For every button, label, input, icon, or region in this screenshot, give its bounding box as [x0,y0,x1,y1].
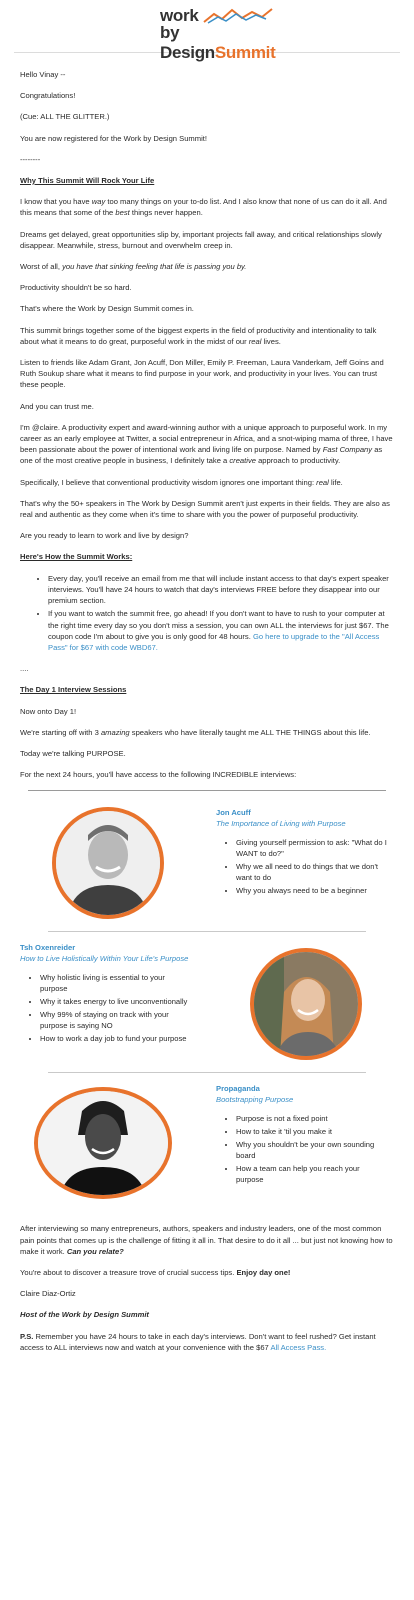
speaker-bullet: • Why 99% of staying on track with your purpose is saying NO [40,1009,190,1031]
speaker-info-tsh-oxenreider [20,942,190,1046]
speaker-bullet: • How to work a day job to fund your purpose [40,1033,190,1044]
speaker-bullets [216,837,388,896]
speaker-topic: The Importance of Living with Purpose [216,819,346,829]
day1-intro: We're starting off with 3 amazing speakers who have literally taught me ALL THE THINGS about this life. [20,727,371,737]
how-item-all-access: • If you want to watch the summit free, go ahead! If you don't want to have to rush to your computer at the right time every day so you don't miss a session, you can own ALL the interviews for just $67. The coupon code I'm about to give you is only good for 48 hours. Go here to upgrade to the "All Access Pass" for $67 with code WBD67. [48,608,394,653]
congrats-line: Congratulations! [20,91,76,101]
portrait-man-dreadlocks-icon [38,1091,168,1195]
paragraph-worst: Worst of all, you have that sinking feeling that life is passing you by. [20,262,247,272]
paragraph-speakers-list: Listen to friends like Adam Grant, Jon Acuff, Don Miller, Emily P. Freeman, Laura Vanderkam, Jeff Goins and Ruth Soukup share what it means to find purpose in your work, and productivity in your lives. You can trust these people. [20,358,384,390]
why-heading: Why This Summit Will Rock Your Life [20,176,155,186]
upgrade-link[interactable]: Go here to upgrade to the "All Access Pass" for $67 with code WBD67. [48,631,380,652]
paragraph-trust: And you can trust me. [20,401,94,411]
portrait-man-icon [56,811,160,915]
cue-line: (Cue: ALL THE GLITTER.) [20,112,110,122]
divider-text: -------- [20,154,41,164]
paragraph-productivity: Productivity shouldn't be so hard. [20,283,132,293]
logo-peaks-icon [202,8,274,24]
speaker-bullet: • How to take it 'til you make it [236,1126,388,1137]
logo-word-work: work [160,6,199,25]
paragraph-summit-intro: That's where the Work by Design Summit comes in. [20,304,194,314]
day1-now: Now onto Day 1! [20,706,77,716]
speaker-bullet: • Purpose is not a fixed point [236,1113,388,1124]
logo-word-summit: Summit [214,43,276,62]
speaker-info-propaganda [216,1083,388,1187]
speaker-bullet: • Why we all need to do things that we don't want to do [236,861,388,883]
speaker-bullets [216,1113,388,1185]
how-item-daily-email: • Every day, you'll receive an email from me that will include instant access to that day's expert speaker interviews. You'll have 24 hours to watch that day's interviews FREE before they disappear into our premium section. [48,573,394,607]
speaker-photo-tsh-oxenreider [250,948,362,1060]
speaker-divider [48,931,366,932]
speaker-card-tsh-oxenreider [20,942,394,1064]
logo-word-by: by [160,23,180,42]
dots-text: .... [20,664,29,674]
speaker-card-propaganda [20,1083,394,1205]
logo-word-design: Design [160,43,215,62]
closing-enjoy: You're about to discover a treasure trove of crucial success tips. Enjoy day one! [20,1267,291,1277]
email-header [14,0,400,62]
speaker-divider [48,1072,366,1073]
paragraph-about-claire: I'm @claire. A productivity expert and award-winning author with a unique approach to purposeful work. In my career as an early employee at Twitter, a social entrepreneur in Africa, and a snot-wiping mama of three, I have been passionate about the power of intentional work and living life on purpose. Named by Fast Company as one of the most creative people in business, I definitely take a creative approach to productivity. [20,422,393,466]
closing-paragraph: After interviewing so many entrepreneurs, authors, speakers and industry leaders, one of the most common pain points that comes up is the challenge of fitting it all in. That desire to do it all ... but just not knowing how to make it work. Can you relate? [20,1224,393,1256]
paragraph-experts: This summit brings together some of the biggest experts in the field of productivity and intentionality to talk about what it means to do great, purposeful work in the midst of our real lives. [20,325,377,346]
registered-line: You are now registered for the Work by Design Summit! [20,133,207,143]
paragraph-dreams: Dreams get delayed, great opportunities slip by, important projects fall away, and critical relationships slowly disappear. Meanwhile, stress, burnout and overwhelm creep in. [20,229,382,250]
speaker-photo-propaganda [34,1087,172,1199]
paragraph-50-speakers: That's why the 50+ speakers in The Work by Design Summit aren't just experts in their fields. They are also as real and authentic as they come when it's time to share with you the power of purposeful productivity. [20,498,390,520]
speaker-bullet: • Giving yourself permission to ask: "What do I WANT to do?" [236,837,388,859]
section-divider [28,790,386,791]
postscript: P.S. Remember you have 24 hours to take in each day's interviews. Don't want to feel rushed? Get instant access to ALL interviews now and watch at your convenience with the $67 All Access Pass. [20,1331,376,1352]
portrait-woman-icon [254,952,358,1056]
speaker-bullet: • Why you always need to be a beginner [236,885,388,896]
speaker-topic: Bootstrapping Purpose [216,1095,294,1105]
logo-line-2 [160,23,296,63]
email-body [0,53,414,1353]
paragraph-todo: I know that you have way too many things on your to-do list. And I also know that none of us can do it all. And this means that some of the best things never happen. [20,197,387,218]
speaker-bullet: • Why it takes energy to live unconventionally [40,996,190,1007]
signature-name: Claire Diaz-Ortiz [20,1289,76,1299]
speaker-name: Propaganda [216,1084,260,1094]
speaker-name: Jon Acuff [216,808,251,818]
day1-access: For the next 24 hours, you'll have access to the following INCREDIBLE interviews: [20,770,297,780]
how-heading: Here's How the Summit Works: [20,552,133,562]
day1-purpose: Today we're talking PURPOSE. [20,748,126,758]
speaker-bullet: • Why you shouldn't be your own sounding board [236,1139,388,1161]
all-access-pass-link[interactable]: All Access Pass. [270,1342,327,1352]
work-by-design-summit-logo [146,6,296,62]
speaker-card-jon-acuff [20,801,394,923]
speaker-bullets [20,972,190,1044]
speaker-bullet: • Why holistic living is essential to your purpose [40,972,190,994]
speaker-info-jon-acuff [216,807,388,898]
paragraph-ready: Are you ready to learn to work and live by design? [20,531,189,541]
paragraph-belief: Specifically, I believe that conventional productivity wisdom ignores one important thing: real life. [20,477,343,487]
speaker-photo-jon-acuff [52,807,164,919]
speaker-name: Tsh Oxenreider [20,943,76,953]
speaker-bullet: • How a team can help you reach your purpose [236,1163,388,1185]
signature-title: Host of the Work by Design Summit [20,1310,149,1320]
greeting: Hello Vinay -- [20,70,66,79]
how-list [20,573,394,653]
day1-heading: The Day 1 Interview Sessions [20,685,127,695]
speaker-topic: How to Live Holistically Within Your Life's Purpose [20,954,189,964]
